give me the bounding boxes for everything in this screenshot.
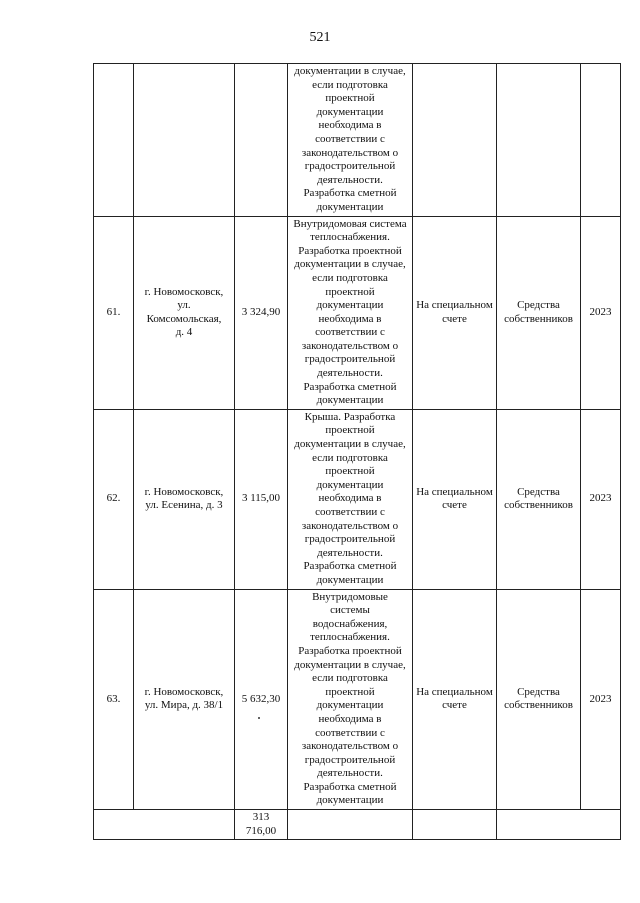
text-line: Крыша. Разработка bbox=[304, 410, 396, 423]
text-line: градостроительной bbox=[304, 753, 396, 766]
text-line: необходима в bbox=[318, 492, 382, 505]
text-line: Комсомольская, bbox=[146, 312, 222, 325]
text-line: Средства bbox=[517, 299, 560, 312]
cell-work bbox=[288, 409, 413, 589]
text-line: Средства bbox=[517, 685, 560, 698]
text-line: необходима в bbox=[318, 119, 382, 132]
cell-fund bbox=[413, 216, 497, 409]
cell-cost bbox=[235, 64, 288, 217]
text-line: проектной bbox=[325, 424, 375, 437]
text-line: Разработка проектной bbox=[298, 644, 402, 657]
text-line: документации bbox=[316, 394, 384, 407]
cell-address bbox=[134, 409, 235, 589]
cell-fund bbox=[413, 64, 497, 217]
text-line: Разработка сметной bbox=[303, 560, 397, 573]
cell-source bbox=[497, 589, 581, 810]
text-line: соответствии с bbox=[315, 132, 385, 145]
text-line: документации в случае, bbox=[294, 65, 406, 77]
text-line: деятельности. bbox=[317, 367, 383, 380]
text-line: если подготовка bbox=[312, 672, 388, 685]
cell-address bbox=[134, 64, 235, 217]
text-line: документации bbox=[316, 794, 384, 807]
text-line: законодательством о bbox=[301, 519, 399, 532]
text-line: проектной bbox=[325, 685, 375, 698]
cell-source bbox=[497, 216, 581, 409]
cell-cost: 3 324,90 bbox=[235, 216, 288, 409]
text-line: Средства bbox=[517, 485, 560, 498]
cell-empty bbox=[288, 810, 413, 840]
text-line: соответствии с bbox=[315, 726, 385, 739]
text-line: г. Новомосковск, bbox=[144, 685, 224, 698]
cell-source bbox=[497, 64, 581, 217]
works-table bbox=[93, 63, 621, 840]
text-line: счете bbox=[442, 312, 467, 325]
text-line: ул. Мира, д. 38/1 bbox=[144, 699, 224, 712]
text-line: теплоснабжения. bbox=[310, 631, 390, 644]
scan-dot-mark bbox=[258, 717, 260, 719]
cell-source bbox=[497, 409, 581, 589]
cell-work bbox=[288, 64, 413, 217]
text-line: если подготовка bbox=[312, 271, 388, 284]
cell-num: 62. bbox=[94, 409, 134, 589]
text-line: документации в случае, bbox=[294, 658, 406, 671]
text-line: соответствии с bbox=[315, 506, 385, 518]
cell-num: 61. bbox=[94, 216, 134, 409]
page-number: 521 bbox=[309, 30, 331, 45]
cell-cost: 3 115,00 bbox=[235, 409, 288, 589]
text-line: документации в случае, bbox=[294, 258, 406, 271]
text-line: На специальном bbox=[416, 485, 493, 498]
text-line: ул. bbox=[177, 299, 191, 312]
cell-total-label bbox=[94, 810, 235, 840]
text-line: документации bbox=[316, 105, 384, 118]
text-line: Разработка сметной bbox=[303, 380, 397, 393]
cell-year: 2023 bbox=[581, 409, 621, 589]
text-line: если подготовка bbox=[312, 78, 388, 91]
text-line: На специальном bbox=[416, 685, 493, 698]
text-line: собственников bbox=[504, 499, 573, 512]
text-line: д. 4 bbox=[175, 326, 193, 339]
cell-fund bbox=[413, 409, 497, 589]
text-line: собственников bbox=[504, 699, 573, 712]
text-line: собственников bbox=[504, 312, 573, 325]
text-line: счете bbox=[442, 499, 467, 512]
text-line: водоснабжения, bbox=[312, 617, 388, 630]
cell-empty bbox=[413, 810, 497, 840]
cell-num: 63. bbox=[94, 589, 134, 810]
text-line: документации bbox=[316, 699, 384, 712]
cell-year: 2023 bbox=[581, 216, 621, 409]
cell-work bbox=[288, 216, 413, 409]
text-line: документации bbox=[316, 299, 384, 312]
text-line: законодательством о bbox=[301, 146, 399, 159]
table-row bbox=[94, 216, 621, 409]
text-line: градостроительной bbox=[304, 533, 396, 546]
table-row bbox=[94, 409, 621, 589]
text-line: Внутридомовые bbox=[312, 590, 388, 603]
text-line: системы bbox=[330, 604, 370, 617]
cell-work bbox=[288, 589, 413, 810]
text-line: На специальном bbox=[416, 299, 493, 312]
text-line: градостроительной bbox=[304, 353, 396, 366]
cell-total-cost: 313 716,00 bbox=[235, 810, 288, 840]
text-line: Разработка сметной bbox=[303, 187, 397, 200]
table-row-total bbox=[94, 810, 621, 840]
text-line: ул. Есенина, д. 3 bbox=[145, 499, 223, 512]
cell-address bbox=[134, 216, 235, 409]
text-line: соответствии с bbox=[315, 326, 385, 339]
cell-num bbox=[94, 64, 134, 217]
text-line: если подготовка bbox=[312, 451, 388, 464]
text-line: проектной bbox=[325, 465, 375, 478]
text-line: счете bbox=[442, 699, 467, 712]
cell-empty bbox=[497, 810, 621, 840]
cell-address bbox=[134, 589, 235, 810]
text-line: г. Новомосковск, bbox=[144, 485, 224, 498]
table-row bbox=[94, 589, 621, 810]
text-line: теплоснабжения. bbox=[310, 231, 390, 244]
text-line: деятельности. bbox=[317, 173, 383, 186]
text-line: деятельности. bbox=[317, 767, 383, 780]
cell-year: 2023 bbox=[581, 589, 621, 810]
text-line: деятельности. bbox=[317, 546, 383, 559]
cell-fund bbox=[413, 589, 497, 810]
text-line: Разработка сметной bbox=[303, 780, 397, 793]
text-line: законодательством о bbox=[301, 339, 399, 352]
text-line: документации bbox=[316, 200, 384, 213]
text-line: необходима в bbox=[318, 312, 382, 325]
text-line: градостроительной bbox=[304, 160, 396, 173]
text-line: Разработка проектной bbox=[298, 244, 402, 257]
text-line: проектной bbox=[325, 285, 375, 298]
cell-cost: 5 632,30 bbox=[235, 589, 288, 810]
text-line: документации bbox=[316, 478, 384, 491]
text-line: проектной bbox=[325, 92, 375, 105]
text-line: г. Новомосковск, bbox=[144, 285, 224, 298]
text-line: законодательством о bbox=[301, 740, 399, 753]
cell-year bbox=[581, 64, 621, 217]
text-line: необходима в bbox=[318, 712, 382, 725]
text-line: Внутридомовая система bbox=[293, 217, 407, 230]
text-line: документации bbox=[316, 573, 384, 586]
text-line: документации в случае, bbox=[294, 438, 406, 451]
table-row-continuation bbox=[94, 64, 621, 217]
